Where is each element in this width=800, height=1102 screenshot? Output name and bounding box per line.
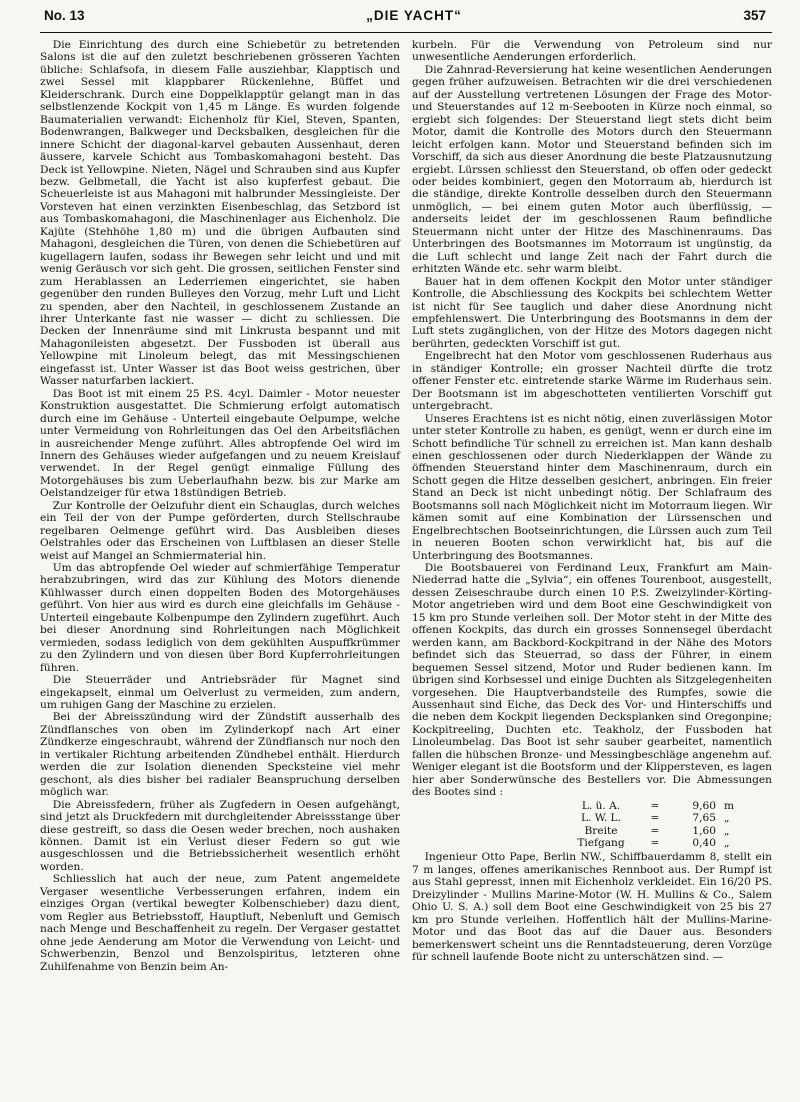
paragraph: Die Zahnrad-Reversierung hat keine wesentlichen Aenderungen gegen früher aufzuweisen. Betrachten wir die drei verschiedenen auf der Ausstellung vertretenen Lösungen der Frage des Motor- und Steuerstandes auf 12 m-Seebooten in Kürze noch einmal, so ergiebt sich folgendes: Der Steuerstand liegt stets dicht beim Motor, damit die Kontrolle des Motors durch den Steuermann leicht erfolgen kann. Motor und Steuerstand befinden sich im Vorschiff, da sich aus dieser Anordnung die beste Platzausnutzung ergiebt. Lürssen schliesst den Steuerstand, ob offen oder gedeckt oder beides kombiniert, gegen den Motorraum ab, hierdurch ist die ständige, direkte Kontrolle desselben durch den Steuermann unmöglich, — bei einem guten Motor auch überflüssig, — anderseits leidet der im geschlossenen Raum befindliche Steuermann nicht unter der Hitze des Maschinenraums. Das Unterbringen des Bootsmannes im Motorraum ist ungünstig, da die Luft schlecht und lange Zeit nach der Fahrt durch die erhitzten Wände etc. sehr warm bleibt.	[412, 63, 772, 276]
dimension-eq: =	[650, 837, 660, 849]
dimension-eq: =	[650, 812, 660, 825]
paragraph: Die Bootsbauerei von Ferdinand Leux, Frankfurt am Main-Niederrad hatte die „Sylvia“, ein offenes Tourenboot, ausgestellt, dessen Zeiseschraube durch einen 10 P.S. Zweizylinder-Körting-Motor angetrieben wird und dem Boot eine Geschwindigkeit von 15 km pro Stunde verleihen soll. Der Motor steht in der Mitte des offenen Kockpits, das durch ein grosses Sonnensegel überdacht werden kann, am Backbord-Kockpitrand in der Nähe des Motors befindet sich das Steuerrad, so dass der Führer, in einem bequemen Sessel sitzend, Motor und Ruder bedienen kann. Im übrigen sind Korbsessel und einige Duchten als Sitzgelegenheiten vorgesehen. Die Hauptverbandsteile des Rumpfes, sowie die Aussenhaut sind Eiche, das Deck des Vor- und Hinterschiffs und die neben dem Kockpit liegenden Decksplanken sind Oregonpine; Kockpitreeling, Duchten etc. Teakholz, der Fussboden hat Linoleumbelag. Das Boot ist sehr sauber gearbeitet, namentlich fallen die hübschen Bronze- und Messingbeschläge angenehm auf. Weniger elegant ist die Bootsform und der Klippersteven, es lagen hier aber Sonderwünsche des Bestellers vor. Die Abmessungen des Bootes sind :	[412, 562, 772, 799]
right-column	[412, 39, 772, 973]
paragraph: Bauer hat in dem offenen Kockpit den Motor unter ständiger Kontrolle, die Abschliessung des Kockpits bei schlechtem Wetter ist nicht für See tauglich und daher diese Anordnung nicht empfehlenswert. Die Unterbringung des Bootsmanns in dem der Luft stets zugänglichen, von der Hitze des Motors dagegen nicht berührten, gedeckten Vorschiff ist gut.	[412, 275, 772, 350]
paragraph: Um das abtropfende Oel wieder auf schmierfähige Temperatur herabzubringen, wird das zur Kühlung des Motors dienende Kühlwasser durch einen doppelten Boden des Motorgehäuses geführt. Von hier aus wird es durch eine gleichfalls im Gehäuse - Unterteil eingebaute Kolbenpumpe den Zylindern zugeführt. Auch bei dieser Anordnung sind Rohrleitungen nach Möglichkeit vermieden, sodass lediglich von dem gekühlten Auspuffkrümmer zu den Zylindern und von diesen über Bord Kupferrohrleitungen führen.	[40, 562, 400, 674]
paragraph: Zur Kontrolle der Oelzufuhr dient ein Schauglas, durch welches ein Teil der von der Pumpe geförderten, durch Stellschraube regelbaren Oelmenge geführt wird. Das Ausbleiben dieses Oelstrahles oder das Erscheinen von Luftblasen an dieser Stelle weist auf Mangel an Schmiermaterial hin.	[40, 499, 400, 562]
dimension-row	[562, 825, 758, 837]
paragraph: Schliesslich hat auch der neue, zum Patent angemeldete Vergaser wesentliche Verbesserungen erfahren, indem ein einziges Organ (vertikal bewegter Kolbenschieber) dazu dient, vom Regler aus Betriebsstoff, Hauptluft, Nebenluft und Gemisch nach Menge und Beschaffenheit zu regeln. Der Vergaser gestattet ohne jede Aenderung am Motor die Verwendung von Leicht- und Schwerbenzin, Benzol und Benzolspiritus, letzteren ohne Zuhilfenahme von Benzin beim An-	[40, 873, 400, 973]
dimension-value: 1,60	[692, 824, 716, 837]
dimension-value: 0,40	[692, 837, 716, 849]
dimension-value: 9,60	[692, 799, 716, 812]
paragraph: Das Boot ist mit einem 25 P.S. 4cyl. Daimler - Motor neuester Konstruktion ausgestattet. Die Schmierung erfolgt automatisch durch eine im Gehäuse - Unterteil eingebaute Oelpumpe, welche unter Vermeidung von Rohrleitungen das Oel den Arbeitsflächen in ausreichender Menge zuführt. Alles abtropfende Oel wird im Innern des Gehäuses wieder aufgefangen und zu neuem Kreislauf verwendet. In der Regel genügt einmalige Füllung des Motorgehäuses bis zum Ueberlaufhahn bezw. bis zur Marke am Oelstandzeiger für etwa 18stündigen Betrieb.	[40, 387, 400, 500]
left-column	[40, 39, 400, 973]
dimension-unit: „	[724, 824, 730, 837]
dimension-value: 7,65	[692, 812, 716, 825]
dimension-eq: =	[650, 824, 660, 837]
dimension-label: Tiefgang	[577, 837, 625, 849]
boat-dimensions-table	[562, 800, 758, 850]
dimension-row	[562, 800, 758, 812]
issue-number: No. 13	[44, 8, 85, 23]
right-column-text-bottom	[412, 851, 772, 963]
right-column-text-top	[412, 39, 772, 799]
dimension-label: L. W. L.	[581, 812, 621, 825]
text-columns	[40, 39, 772, 973]
dimension-label: Breite	[584, 824, 618, 837]
dimension-eq: =	[650, 799, 660, 812]
journal-title: „DIE YACHT“	[366, 8, 462, 23]
page-header	[40, 8, 772, 28]
paragraph: kurbeln. Für die Verwendung von Petroleum sind nur unwesentliche Aenderungen erforderlich.	[412, 39, 772, 64]
dimension-row	[562, 812, 758, 824]
dimension-label: L. ü. A.	[581, 799, 621, 812]
dimension-row	[562, 837, 758, 849]
paragraph: Unseres Erachtens ist es nicht nötig, einen zuverlässigen Motor unter steter Kontrolle zu haben, es genügt, wenn er durch eine im Schott befindliche Tür schnell zu erreichen ist. Man kann deshalb einen geschlossenen oder durch Niederklappen der Wände zu öffnenden Steuerstand hinter dem Maschinenraum, durch ein Schott gegen die Hitze desselben gesichert, anbringen. Ein freier Stand an Deck ist nicht unbedingt nötig. Der Schlafraum des Bootsmanns soll nach Möglichkeit nicht im Motorraum liegen. Wir kämen somit auf eine Kombination der Lürssenschen und Engelbrechtschen Bootseinrichtungen, die Lürssen auch zum Teil in neueren Booten schon verwirklicht hat, bis auf die Unterbringung des Bootsmannes.	[412, 412, 772, 562]
paragraph: Ingenieur Otto Pape, Berlin NW., Schiffbauerdamm 8, stellt ein 7 m langes, offenes amerikanisches Rennboot aus. Der Rumpf ist aus Stahl gepresst, innen mit Eichenholz verkleidet. Ein 16/20 PS. Dreizylinder - Mullins Marine-Motor (W. H. Mullins & Co., Salem Ohio U. S. A.) soll dem Boot eine Geschwindigkeit von 25 bis 27 km pro Stunde verleihen. Hoffentlich hält der Mullins-Marine-Motor und das Boot das auf die Dauer aus. Besonders bemerkenswert scheint uns die Renntadsteuerung, deren Vorzüge für schnell laufende Boote nicht zu unterschätzen sind. —	[412, 851, 772, 964]
page-number: 357	[743, 8, 766, 23]
header-rule	[40, 32, 772, 33]
paragraph: Bei der Abreisszündung wird der Zündstift ausserhalb des Zündflansches von oben im Zylinderkopf nach Art einer Zündkerze eingeschraubt, während der Zündflansch nur noch den in vertikaler Richtung arbeitenden Zündhebel enthält. Hierdurch werden die zur Isolation dienenden Specksteine viel mehr geschont, als dies bisher bei radialer Beanspruchung derselben möglich war.	[40, 711, 400, 799]
dimension-unit: m	[724, 799, 735, 812]
paragraph: Die Steuerräder und Antriebsräder für Magnet sind eingekapselt, einmal um Oelverlust zu vermeiden, zum andern, um ruhigen Gang der Maschine zu erzielen.	[40, 674, 400, 712]
dimension-unit: „	[724, 812, 730, 825]
paragraph: Die Abreissfedern, früher als Zugfedern in Oesen aufgehängt, sind jetzt als Druckfedern mit durchgleitender Abreissstange über diese gestreift, so dass die Oesen weder brechen, noch aushaken können. Damit ist ein Verlust dieser Federn so gut wie ausgeschlossen und die Betriebssicherheit wesentlich erhöht worden.	[40, 798, 400, 873]
paragraph: Engelbrecht hat den Motor vom geschlossenen Ruderhaus aus in ständiger Kontrolle; ein grosser Nachteil dürfte die trotz offener Fenster etc. eintretende starke Wärme im Ruderhaus sein. Der Bootsmann ist im abgeschotteten ventilierten Vorschiff gut untergebracht.	[412, 350, 772, 413]
paragraph: Die Einrichtung des durch eine Schiebetür zu betretenden Salons ist die auf den zuletzt beschriebenen grösseren Yachten übliche: Schlafsofa, in diesem Falle ausziehbar, Klapptisch und zwei Sessel mit klappbarer Rückenlehne, Büffet und Kleiderschrank. Durch eine Doppelklapptür gelangt man in das selbstlenzende Kockpit von 1,45 m Länge. Es wurden folgende Baumaterialien verwandt: Eichenholz für Kiel, Steven, Spanten, Bodenwrangen, Balkweger und Decksbalken, desgleichen für die innere Schicht der diagonal-karvel gebauten Aussenhaut, deren äussere, karvele Schicht aus Tombaskomahagoni besteht. Das Deck ist Yellowpine. Nieten, Nägel und Schrauben sind aus Kupfer bezw. Gelbmetall, die Yacht ist also kupferfest gebaut. Die Scheuerleiste ist aus Mahagoni mit halbrunder Messingleiste. Der Vorsteven hat einen verzinkten Eisenbeschlag, das Setzbord ist aus Tombaskomahagoni, die Maschinenlager aus Eichenholz. Die Kajüte (Stehhöhe 1,80 m) und die übrigen Aufbauten sind Mahagoni, desgleichen die Türen, von denen die Schiebetüren auf kugellagern laufen, sodass ihr Bewegen sehr leicht und und mit wenig Geräusch vor sich geht. Die grossen, seitlichen Fenster sind zum Herablassen an Lederriemen eingerichtet, sie haben gegenüber den runden Bulleyes den Vorzug, mehr Luft und Licht zu spenden, aber den Nachteil, in geschlossenem Zustande an ihrer Unterkante fast nie wasser — dicht zu schliessen. Die Decken der Innenräume sind mit Linkrusta bespannt und mit Mahagonileisten abgesetzt. Der Fussboden ist überall aus Yellowpine mit Linoleum belegt, das mit Messingschienen eingefasst ist. Unter Wasser ist das Boot weiss gestrichen, über Wasser naturfarben lackiert.	[40, 39, 400, 388]
dimension-unit: „	[724, 837, 730, 849]
